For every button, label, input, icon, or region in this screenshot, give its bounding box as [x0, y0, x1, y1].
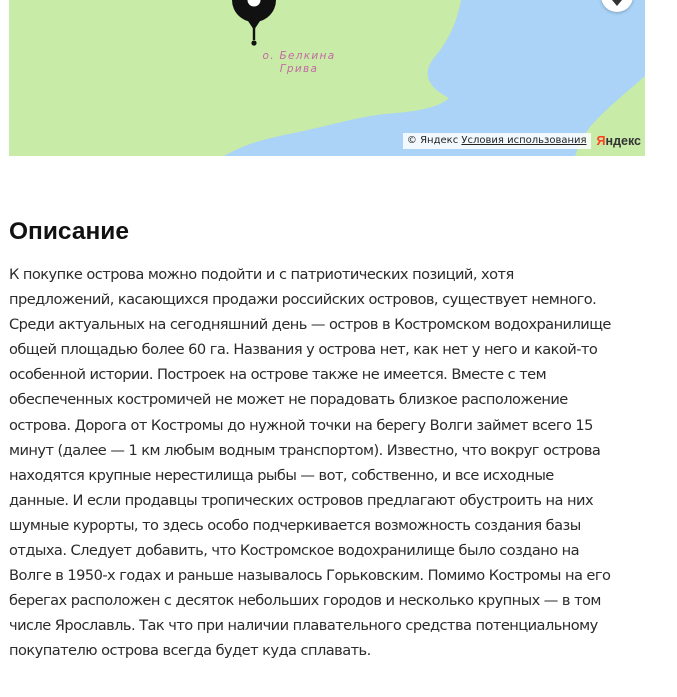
description-text — [9, 262, 649, 664]
description-line: общей площадью более 60 га. Названия у острова нет, как нет у него и какой-то — [9, 341, 598, 359]
description-line: находятся крупные нерестилища рыбы — вот, собственно, и все исходные — [9, 466, 554, 484]
yandex-logo-rest: ндекс — [605, 134, 641, 148]
description-line: предложений, касающихся продажи российских островов, существует немного. — [9, 291, 597, 309]
description-line: К покупке острова можно подойти и с патриотических позиций, хотя — [9, 266, 514, 283]
description-line: Волге в 1950-х годах и раньше называлось Горьковским. Помимо Костромы на его — [9, 567, 611, 585]
description-line: особенной истории. Построек на острове также не имеется. Вместе с тем — [9, 366, 547, 384]
island-label — [249, 50, 349, 76]
map-pin-icon[interactable] — [231, 0, 277, 50]
attribution-copyright: © Яндекс — [406, 135, 459, 146]
description-line: минут (далее — 1 км любым водным транспортом). Известно, что вокруг острова — [9, 441, 601, 459]
description-line: острова. Дорога от Костромы до нужной точки на берегу Волги займет всего 15 — [9, 416, 593, 434]
island-label-line1: о. Белкина — [262, 50, 336, 62]
terms-of-use-link[interactable]: Условия использования — [461, 135, 587, 146]
description-line: отдыха. Следует добавить, что Костромское водохранилище было создано на — [9, 542, 580, 560]
description-line: обеспеченных костромичей не может не порадовать близкое расположение — [9, 391, 568, 409]
description-heading: Описание — [9, 218, 129, 245]
description-line: данные. И если продавцы тропических островов предлагают обустроить на них — [9, 491, 594, 509]
description-line: числе Ярославль. Так что при наличии плавательного средства потенциальному — [9, 617, 598, 635]
chevron-down-icon — [612, 0, 622, 6]
yandex-logo[interactable] — [591, 134, 645, 148]
island-label-line2: Грива — [279, 63, 319, 75]
attribution-box — [403, 133, 591, 149]
description-line: шумные курорты, то здесь особо подчеркивается возможность создания базы — [9, 516, 581, 534]
yandex-logo-first-letter: Я — [596, 134, 606, 148]
description-line: Среди актуальных на сегодняшний день — остров в Костромском водохранилище — [9, 316, 611, 334]
description-line: покупателю острова всегда будет куда сплавать. — [9, 642, 371, 660]
map-attribution — [403, 132, 645, 150]
map-widget[interactable] — [9, 0, 645, 156]
description-line: берегах расположен с десяток небольших городов и несколько крупных — в том — [9, 592, 601, 610]
